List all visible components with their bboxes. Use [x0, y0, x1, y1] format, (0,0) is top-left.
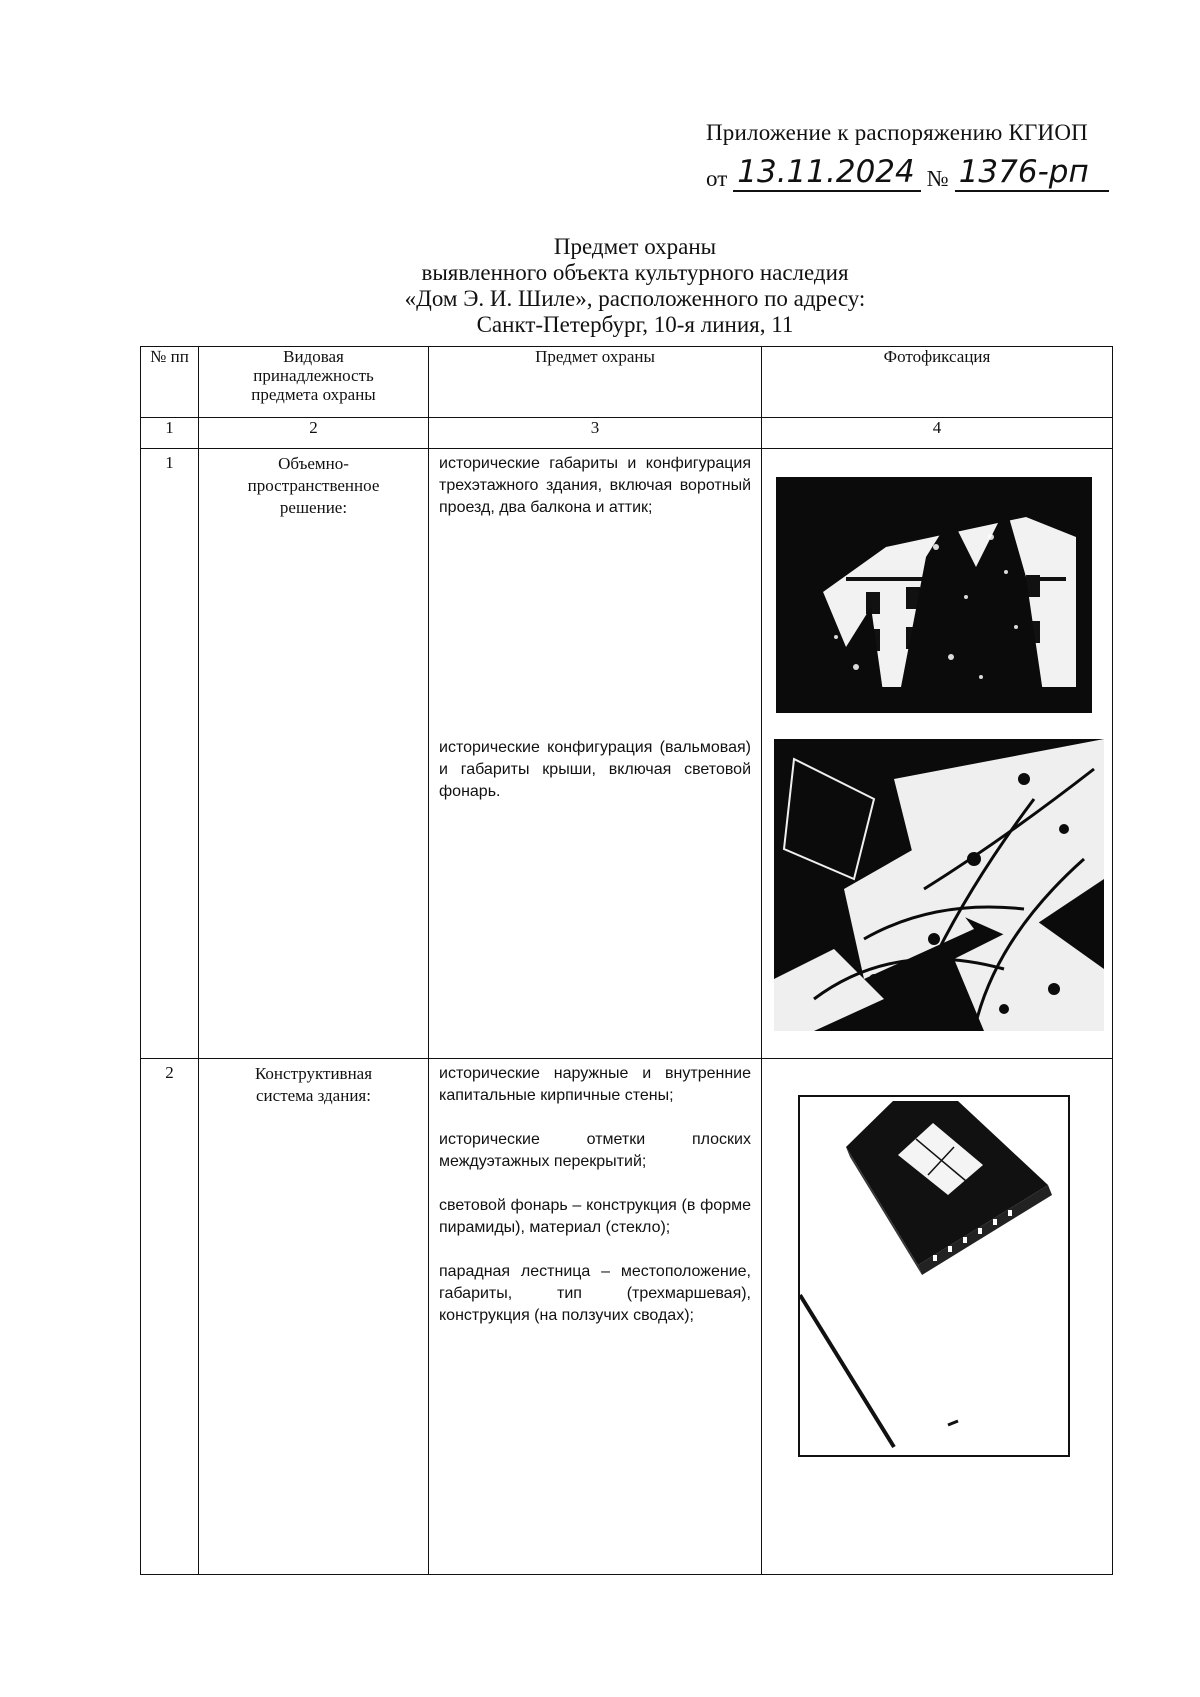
- title-line-3: «Дом Э. И. Шиле», расположенного по адресу:: [404, 286, 866, 311]
- title-line-4: Санкт-Петербург, 10-я линия, 11: [476, 312, 794, 337]
- subject-item: парадная лестница – местоположение, габариты, тип (трехмаршевая), конструкция (на ползучих сводах);: [439, 1263, 751, 1324]
- row-number: 2: [141, 1059, 199, 1575]
- date-prefix: от: [706, 166, 728, 191]
- row-category: Конструктивная система здания:: [199, 1059, 429, 1575]
- title-line-1: Предмет охраны: [553, 234, 717, 259]
- column-header-number: № пп: [141, 347, 199, 418]
- appendix-header: Приложение к распоряжению КГИОП: [706, 120, 1088, 145]
- row-subject: [429, 449, 762, 1059]
- document-title: [0, 234, 1200, 338]
- subject-item: исторические конфигурация (вальмовая) и габариты крыши, включая световой фонарь.: [439, 739, 751, 800]
- table-row: [141, 1059, 1113, 1575]
- order-number: 1376-рп: [955, 154, 1109, 192]
- column-number: 2: [199, 418, 429, 449]
- column-number: 3: [429, 418, 762, 449]
- building-facade-photo: [776, 477, 1092, 713]
- subject-item: исторические наружные и внутренние капитальные кирпичные стены;: [439, 1065, 751, 1104]
- table-header-row: [141, 347, 1113, 418]
- column-number: 1: [141, 418, 199, 449]
- row-category: Объемно-пространственное решение:: [199, 449, 429, 1059]
- column-header-photo: Фотофиксация: [762, 347, 1113, 418]
- number-prefix: №: [926, 166, 949, 191]
- row-number: 1: [141, 449, 199, 1059]
- row-photos: [762, 1059, 1113, 1575]
- title-line-2: выявленного объекта культурного наследия: [421, 260, 849, 285]
- subject-item: исторические габариты и конфигурация трехэтажного здания, включая воротный проезд, два балкона и аттик;: [439, 455, 751, 516]
- order-reference: [706, 152, 1109, 192]
- roof-skylight-photo: [774, 739, 1104, 1031]
- protection-subject-table: [140, 346, 1113, 1575]
- column-header-subject: Предмет охраны: [429, 347, 762, 418]
- row-photos: [762, 449, 1113, 1059]
- column-number: 4: [762, 418, 1113, 449]
- aerial-view-photo: [798, 1095, 1070, 1457]
- subject-item: световой фонарь – конструкция (в форме пирамиды), материал (стекло);: [439, 1197, 751, 1236]
- column-number-row: [141, 418, 1113, 449]
- order-date: 13.11.2024: [733, 154, 921, 192]
- subject-item: исторические отметки плоских междуэтажных перекрытий;: [439, 1131, 751, 1170]
- row-subject: [429, 1059, 762, 1575]
- table-row: [141, 449, 1113, 1059]
- column-header-category: Видовая принадлежность предмета охраны: [199, 347, 429, 418]
